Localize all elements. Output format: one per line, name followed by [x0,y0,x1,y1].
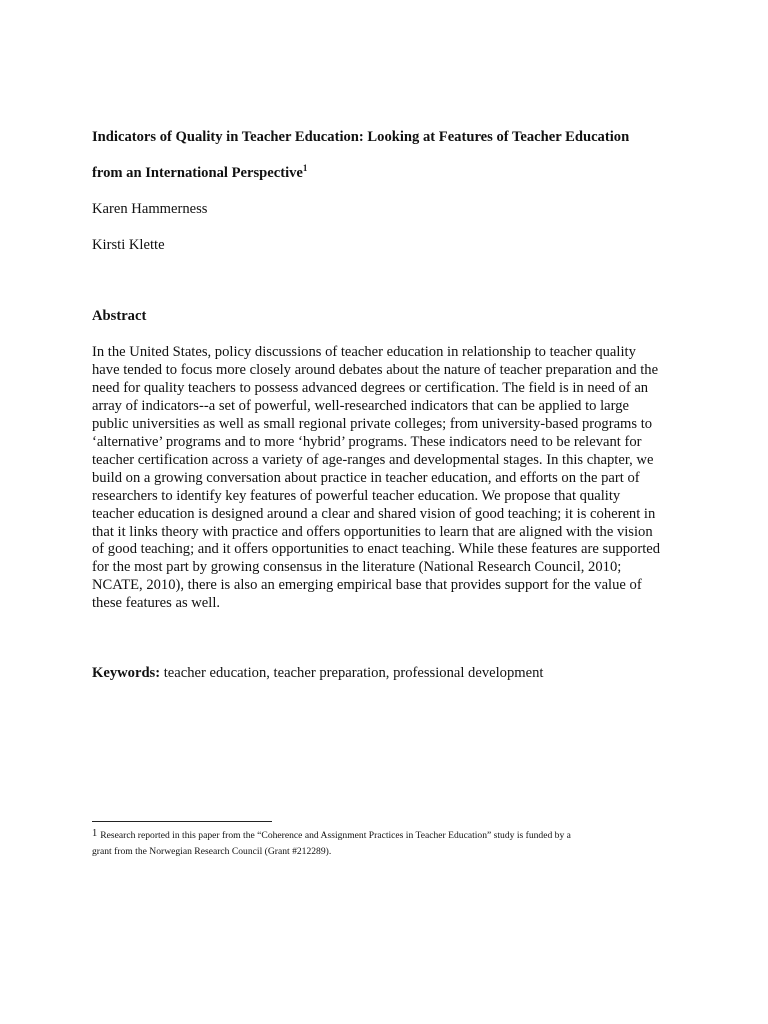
paper-title-line-1: Indicators of Quality in Teacher Education: Looking at Features of Teacher Education [92,129,630,145]
footnote-marker: 1 [92,828,98,839]
abstract-line: build on a growing conversation about practice in teacher education, and efforts on the part of [92,469,640,486]
abstract-line: need for quality teachers to possess advanced degrees or certification. The field is in need of an [92,379,649,396]
abstract-line: array of indicators--a set of powerful, well-researched indicators that can be applied to large [92,397,630,414]
author-name: Karen Hammerness [92,201,208,217]
abstract-line: teacher education is designed around a clear and shared vision of good teaching; it is coherent in [92,505,656,522]
abstract-line: that it links theory with practice and offers opportunities to learn that are aligned with the vision [92,523,653,540]
footnote-divider [92,821,272,822]
footnote-line-1 [92,826,682,844]
abstract-line: researchers to identify key features of powerful teacher education. We propose that quality [92,487,621,504]
title-footnote-marker: 1 [302,163,308,174]
footnote-text-line-2: grant from the Norwegian Research Council (Grant #212289). [92,846,332,857]
footnote [92,826,682,860]
abstract-line: teacher certification across a variety of age-ranges and developmental stages. In this chapter, we [92,451,654,468]
abstract-heading: Abstract [92,308,147,324]
keywords-text: teacher education, teacher preparation, professional development [160,665,544,681]
abstract-line: for the most part by growing consensus in the literature (National Research Council, 2010; [92,559,622,576]
footnote-text-line-1: Research reported in this paper from the “Coherence and Assignment Practices in Teacher Education” study is funded by a [100,830,571,841]
keywords [92,665,543,682]
abstract-line: have tended to focus more closely around debates about the nature of teacher preparation and the [92,361,659,378]
paper-title-line-2 [92,165,307,182]
abstract-line: these features as well. [92,595,221,612]
abstract-line: public universities as well as small regional private colleges; from university-based programs to [92,415,653,432]
author-name: Kirsti Klette [92,237,165,253]
abstract-line: ‘alternative’ programs and to more ‘hybrid’ programs. These indicators need to be relevant for [92,433,642,450]
keywords-label: Keywords: [92,665,161,681]
abstract-line: of good teaching; and it offers opportunities to enact teaching. While these features are supported [92,541,661,558]
abstract-body [92,344,692,613]
abstract-line: NCATE, 2010), there is also an emerging empirical base that provides support for the value of [92,577,642,594]
paper-title-line-2-text: from an International Perspective [92,165,303,181]
abstract-line: In the United States, policy discussions of teacher education in relationship to teacher quality [92,344,636,360]
